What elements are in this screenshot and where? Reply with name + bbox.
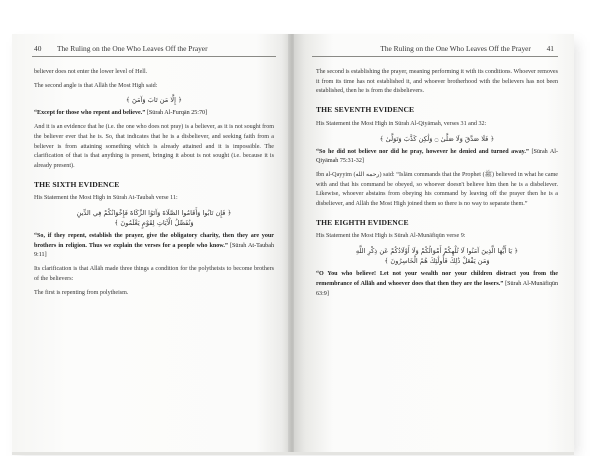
arabic-verse: وَمَن يَفْعَلْ ذَٰلِكَ فَأُولَٰئِكَ هُمُ الْخَاسِرُونَ ﴾ bbox=[384, 257, 490, 266]
page-edges bbox=[12, 452, 574, 455]
paragraph: His Statement the Most High in Sūrah Al-Qiyāmah, verses 31 and 32: bbox=[316, 120, 487, 127]
verse-translation bbox=[316, 270, 558, 299]
header-rule bbox=[32, 56, 276, 57]
arabic-verse: ﴿ فَلَا صَدَّقَ وَلَا صَلَّىٰ ۝ وَلَٰكِن كَذَّبَ وَتَوَلَّىٰ ﴾ bbox=[379, 134, 495, 143]
paragraph: Ibn al-Qayyim (رحمه الله) said: “Islām commands that the Prophet (ﷺ) believed in what he came with and that his command be obeyed, so whoever doesn't believe him then he is a disbeliever. Likewise, whoever abstains from obeying his command by leaving off the prayer then he is a disbeliever, and Allāh the Most High joined them so there is no way to separate them.” bbox=[316, 171, 559, 208]
right-page bbox=[294, 34, 574, 452]
paragraph: The second angle is that Allāh the Most High said: bbox=[34, 82, 158, 89]
paragraph: His Statement the Most High is Sūrah Al-Munāfiqūn verse 9: bbox=[316, 233, 466, 240]
quote-text: “So, if they repent, establish the prayer, give the obligatory charity, then they are your brothers in religion. Thus we explain the verses for a people who know.” bbox=[34, 233, 274, 249]
arabic-verse: ﴿ فَإِن تَابُوا وَأَقَامُوا الصَّلَاةَ وَآتَوُا الزَّكَاةَ فَإِخْوَانُكُمْ فِي الدِّينِ bbox=[76, 209, 232, 218]
running-title: The Ruling on the One Who Leaves Off the Prayer bbox=[380, 44, 531, 53]
verse-reference: [Sūrah Al-Furqān 25:70] bbox=[146, 110, 208, 117]
left-page-header bbox=[34, 44, 208, 53]
arabic-verse: ﴿ يَا أَيُّهَا الَّذِينَ آمَنُوا لَا تُلْهِكُمْ أَمْوَالُكُمْ وَلَا أَوْلَادُكُمْ عَن ذِكْرِ اللَّهِ bbox=[355, 247, 519, 256]
quote-text: “O You who believe! Let not your wealth nor your children distract you from the remembrance of Allāh and whoever does that then they are the losers.” bbox=[316, 271, 558, 287]
verse-reference: [Sūrah Al-Qiyāmah 75:31-32] bbox=[316, 148, 558, 165]
section-heading: THE EIGHTH EVIDENCE bbox=[316, 217, 409, 227]
verse-translation bbox=[34, 109, 274, 119]
paragraph: The first is repenting from polytheism. bbox=[34, 289, 129, 296]
header-rule bbox=[312, 56, 558, 57]
running-title: The Ruling on the One Who Leaves Off the Prayer bbox=[56, 44, 208, 53]
quote-text: “So he did not believe nor did he pray, however he denied and turned away.” bbox=[316, 148, 529, 155]
verse-reference: [Sūrah At-Taubah 9:11] bbox=[34, 242, 274, 259]
verse-reference: [Sūrah Al-Munāfiqūn 63:9] bbox=[316, 280, 558, 297]
paragraph: And it is an evidence that he (i.e. the one who does not pray) is a believer, as it is not sought from the believer ever that he is. So, that indicates that he is a disbeliever, and seeking faith from a believer is from attaining something which is already attained and it is impossible. The clarification of that is that anything is present, bringing it about is not sought (i.e. because it is already present). bbox=[34, 124, 274, 169]
paragraph: Its clarification is that Allāh made three things a condition for the polytheists to become brothers of the believers: bbox=[34, 266, 274, 282]
left-page bbox=[12, 34, 290, 452]
left-page-body bbox=[34, 68, 274, 302]
section-heading: THE SIXTH EVIDENCE bbox=[34, 179, 120, 189]
open-book bbox=[12, 34, 574, 452]
page-number: 41 bbox=[546, 44, 554, 53]
right-page-header bbox=[380, 44, 554, 53]
verse-translation bbox=[34, 232, 274, 261]
right-page-body bbox=[316, 68, 558, 303]
quote-text: “Except for those who repent and believe.” bbox=[34, 110, 146, 117]
paragraph: His Statement the Most High in Sūrah At-Taubah verse 11: bbox=[34, 195, 178, 202]
arabic-verse: وَنُفَصِّلُ الْآيَاتِ لِقَوْمٍ يَعْلَمُونَ ﴾ bbox=[114, 219, 194, 228]
section-heading: THE SEVENTH EVIDENCE bbox=[316, 105, 415, 115]
paragraph: believer does not enter the lower level of Hell. bbox=[34, 69, 148, 75]
verse-translation bbox=[316, 148, 558, 167]
arabic-verse: ﴿ إِلَّا مَن تَابَ وَآمَنَ ﴾ bbox=[126, 96, 182, 105]
paragraph: The second is establishing the prayer, meaning performing it with its conditions. Whoever removes it from its time has not established it, and whoever brotherhood with the believers has not been established, then he is from the disbelievers. bbox=[316, 69, 558, 95]
page-number: 40 bbox=[34, 44, 42, 53]
